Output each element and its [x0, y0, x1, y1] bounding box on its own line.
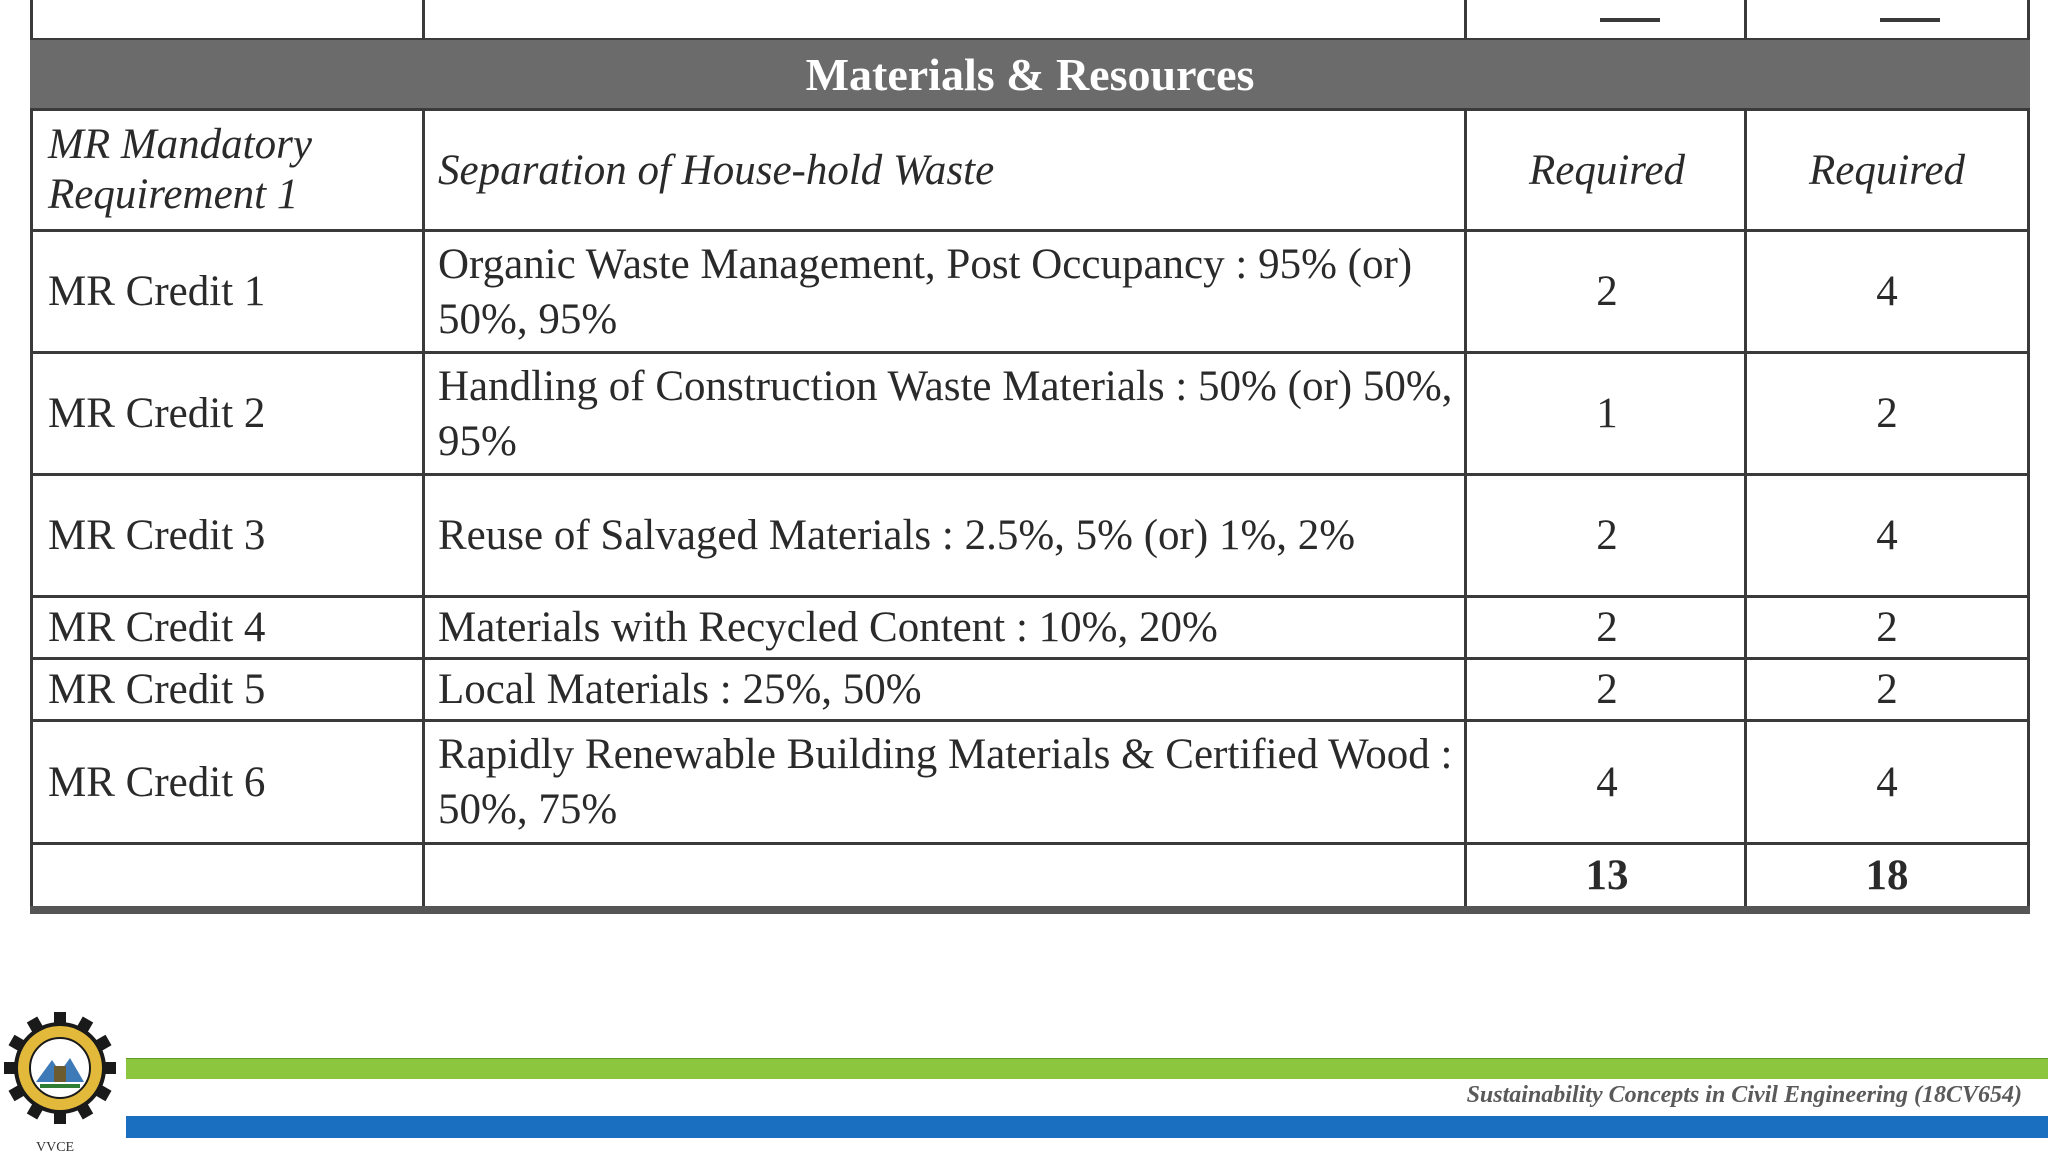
mandatory-points-b: Required	[1808, 146, 1966, 194]
credit-points-a: 2	[1596, 268, 1618, 315]
credit-code: MR Credit 1	[48, 268, 266, 315]
section-title: Materials & Resources	[30, 40, 2030, 108]
mandatory-code: MR Mandatory Requirement 1	[48, 121, 312, 218]
footer-green-bar	[126, 1058, 2048, 1079]
credit-code: MR Credit 2	[48, 390, 266, 437]
course-title: Sustainability Concepts in Civil Engineering (18CV654)	[1466, 1082, 2022, 1108]
cropped-cell-mark	[1600, 8, 1660, 22]
credit-points-a: 4	[1596, 758, 1618, 806]
rule	[30, 906, 2030, 914]
rule	[30, 0, 33, 906]
credit-code: MR Credit 6	[48, 758, 266, 806]
total-points-a: 13	[1585, 852, 1629, 899]
credit-points-a: 2	[1596, 512, 1618, 559]
credit-points-a: 2	[1596, 666, 1618, 713]
credit-points-b: 4	[1876, 268, 1898, 315]
credit-code: MR Credit 4	[48, 604, 266, 651]
credit-code: MR Credit 3	[48, 512, 266, 559]
credits-table	[30, 0, 2030, 920]
credit-description: Rapidly Renewable Building Materials & Certified Wood : 50%, 75%	[438, 731, 1453, 833]
credit-description: Local Materials : 25%, 50%	[438, 666, 922, 713]
credit-points-a: 1	[1596, 390, 1618, 437]
total-points-b: 18	[1865, 852, 1909, 899]
rule	[422, 0, 425, 906]
cropped-cell-mark	[1880, 8, 1940, 22]
credit-description: Handling of Construction Waste Materials : 50% (or) 50%, 95%	[438, 362, 1453, 465]
credit-points-b: 2	[1876, 604, 1898, 651]
mandatory-description: Separation of House-hold Waste	[438, 146, 995, 194]
credit-points-a: 2	[1596, 604, 1618, 651]
college-logo-icon	[4, 1012, 116, 1124]
credit-description: Organic Waste Management, Post Occupancy : 95% (or) 50%, 95%	[438, 240, 1413, 343]
credit-description: Reuse of Salvaged Materials : 2.5%, 5% (or) 1%, 2%	[438, 512, 1356, 559]
credit-points-b: 2	[1876, 666, 1898, 713]
credit-points-b: 2	[1876, 390, 1898, 437]
logo-caption: VVCE	[36, 1140, 75, 1152]
credit-points-b: 4	[1876, 758, 1898, 806]
footer-blue-bar	[126, 1116, 2048, 1138]
credit-code: MR Credit 5	[48, 666, 266, 713]
mandatory-points-a: Required	[1528, 146, 1686, 194]
credit-points-b: 4	[1876, 512, 1898, 559]
credit-description: Materials with Recycled Content : 10%, 20%	[438, 604, 1218, 651]
